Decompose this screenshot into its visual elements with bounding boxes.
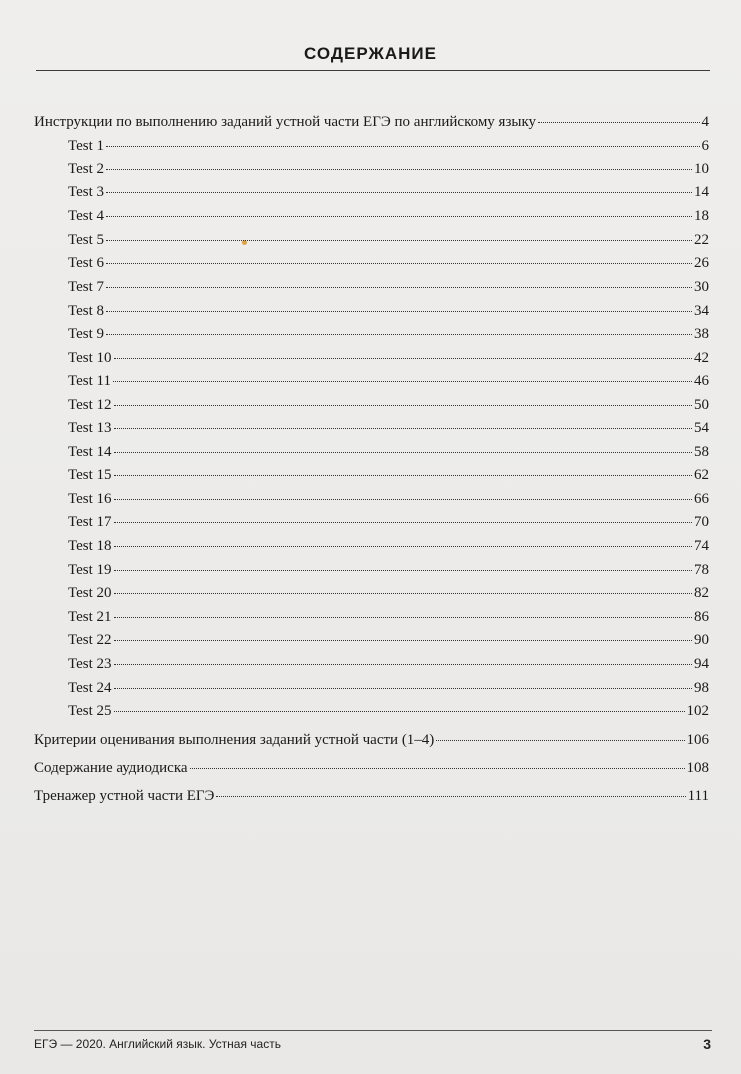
toc-entry-page: 111 — [687, 788, 709, 804]
toc-entry-label: Test 24 — [68, 680, 112, 696]
dot-leader — [114, 357, 692, 359]
toc-entry-label: Test 13 — [68, 420, 112, 436]
dot-leader — [114, 592, 692, 594]
toc-entry-test-16[interactable] — [68, 491, 709, 508]
toc-entry-page: 10 — [694, 161, 709, 177]
toc-entry-test-25[interactable] — [68, 703, 709, 720]
toc-entry-page: 94 — [694, 656, 709, 672]
dot-leader — [106, 215, 692, 217]
toc-entry-test-10[interactable] — [68, 350, 709, 367]
toc-entry-page: 102 — [686, 703, 709, 719]
toc-entry-instructions[interactable] — [34, 114, 709, 131]
toc-entry-label: Test 3 — [68, 184, 105, 200]
dot-leader — [106, 310, 692, 312]
toc-entry-test-1[interactable] — [68, 138, 709, 155]
dot-leader — [114, 569, 692, 571]
toc-entry-label: Test 8 — [68, 303, 105, 319]
dot-leader — [114, 639, 692, 641]
toc-entry-page: 82 — [694, 585, 709, 601]
toc-entry-page: 22 — [694, 232, 709, 248]
dot-leader — [106, 168, 692, 170]
toc-entry-test-7[interactable] — [68, 279, 709, 296]
toc-entry-label: Test 21 — [68, 609, 112, 625]
toc-entry-label: Test 4 — [68, 208, 105, 224]
toc-entry-page: 90 — [694, 632, 709, 648]
dot-leader — [106, 191, 692, 193]
toc-entry-page: 62 — [694, 467, 709, 483]
toc-entry-label: Test 20 — [68, 585, 112, 601]
toc-entry-page: 38 — [694, 326, 709, 342]
toc-entry-page: 78 — [694, 562, 709, 578]
toc-entry-page: 30 — [694, 279, 709, 295]
toc-entry-page: 34 — [694, 303, 709, 319]
toc-entry-page: 98 — [694, 680, 709, 696]
toc-entry-page: 74 — [694, 538, 709, 554]
toc-entry-page: 50 — [694, 397, 709, 413]
toc-entry-test-17[interactable] — [68, 514, 709, 531]
toc-entry-page: 46 — [694, 373, 709, 389]
dot-leader — [114, 663, 692, 665]
dot-leader — [114, 521, 692, 523]
dot-leader — [114, 451, 692, 453]
toc-entry-page: 18 — [694, 208, 709, 224]
toc-entry-test-24[interactable] — [68, 680, 709, 697]
dot-leader — [190, 767, 685, 769]
toc-entry-test-22[interactable] — [68, 632, 709, 649]
toc-entry-test-2[interactable] — [68, 161, 709, 178]
dot-leader — [538, 121, 699, 123]
dot-leader — [106, 262, 692, 264]
dot-leader — [114, 404, 692, 406]
toc-entry-page: 70 — [694, 514, 709, 530]
toc-entry-test-4[interactable] — [68, 208, 709, 225]
dot-leader — [114, 474, 692, 476]
toc-entry-label: Test 5 — [68, 232, 105, 248]
toc-entry-label: Критерии оценивания выполнения заданий устной части (1–4) — [34, 732, 435, 748]
toc-entry-label: Test 11 — [68, 373, 111, 389]
dot-leader — [106, 333, 692, 335]
toc-entry-label: Test 2 — [68, 161, 105, 177]
toc-entry-label: Test 7 — [68, 279, 105, 295]
toc-entry-test-3[interactable] — [68, 184, 709, 201]
toc-entry-test-6[interactable] — [68, 255, 709, 272]
toc-entry-label: Содержание аудиодиска — [34, 760, 188, 776]
toc-entry-label: Test 23 — [68, 656, 112, 672]
toc-entry-label: Test 9 — [68, 326, 105, 342]
dot-leader — [114, 498, 692, 500]
toc-entry-label: Test 10 — [68, 350, 112, 366]
toc-entry-test-8[interactable] — [68, 303, 709, 320]
toc-entry-test-20[interactable] — [68, 585, 709, 602]
toc-entry-test-19[interactable] — [68, 562, 709, 579]
toc-entry-label: Test 15 — [68, 467, 112, 483]
dot-leader — [106, 239, 692, 241]
toc-entry-page: 58 — [694, 444, 709, 460]
dot-leader — [106, 286, 692, 288]
page-number: 3 — [703, 1036, 711, 1052]
toc-entry-label: Test 14 — [68, 444, 112, 460]
dot-leader — [113, 380, 692, 382]
toc-entry-label: Test 22 — [68, 632, 112, 648]
toc-entry-label: Инструкции по выполнению заданий устной части ЕГЭ по английскому языку — [34, 114, 537, 130]
toc-entry-page: 26 — [694, 255, 709, 271]
toc-entry-criteria[interactable] — [34, 732, 709, 749]
dot-leader — [114, 687, 692, 689]
toc-entry-test-12[interactable] — [68, 397, 709, 414]
dot-leader — [114, 616, 692, 618]
dot-leader — [114, 427, 692, 429]
toc-entry-label: Test 12 — [68, 397, 112, 413]
toc-entry-page: 4 — [701, 114, 709, 130]
toc-entry-page: 14 — [694, 184, 709, 200]
toc-entry-page: 6 — [701, 138, 709, 154]
dot-leader — [114, 710, 685, 712]
dot-leader — [106, 145, 699, 147]
footer-divider — [34, 1030, 712, 1031]
toc-entry-test-5[interactable] — [68, 232, 709, 249]
page-title: СОДЕРЖАНИЕ — [304, 44, 437, 63]
toc-entry-test-23[interactable] — [68, 656, 709, 673]
toc-entry-test-14[interactable] — [68, 444, 709, 461]
dot-leader — [216, 795, 685, 797]
toc-entry-test-9[interactable] — [68, 326, 709, 343]
toc-entry-test-21[interactable] — [68, 609, 709, 626]
toc-entry-label: Test 17 — [68, 514, 112, 530]
toc-entry-test-15[interactable] — [68, 467, 709, 484]
toc-entry-test-18[interactable] — [68, 538, 709, 555]
toc-entry-label: Test 19 — [68, 562, 112, 578]
toc-entry-trainer[interactable] — [34, 788, 709, 805]
toc-entry-label: Test 1 — [68, 138, 105, 154]
toc-entry-test-11[interactable] — [68, 373, 709, 390]
toc-entry-page: 54 — [694, 420, 709, 436]
toc-entry-page: 66 — [694, 491, 709, 507]
toc-entry-page: 108 — [686, 760, 709, 776]
toc-entry-page: 106 — [686, 732, 709, 748]
running-footer: ЕГЭ — 2020. Английский язык. Устная часть — [34, 1037, 281, 1051]
toc-entry-label: Тренажер устной части ЕГЭ — [34, 788, 215, 804]
toc-entry-label: Test 18 — [68, 538, 112, 554]
toc-entry-label: Test 25 — [68, 703, 112, 719]
toc-entry-audio-contents[interactable] — [34, 760, 709, 777]
dot-leader — [114, 545, 692, 547]
toc-entry-label: Test 6 — [68, 255, 105, 271]
toc-entry-test-13[interactable] — [68, 420, 709, 437]
toc-entry-page: 42 — [694, 350, 709, 366]
dot-leader — [436, 739, 684, 741]
toc-entry-label: Test 16 — [68, 491, 112, 507]
toc-entry-page: 86 — [694, 609, 709, 625]
title-divider — [36, 70, 710, 71]
